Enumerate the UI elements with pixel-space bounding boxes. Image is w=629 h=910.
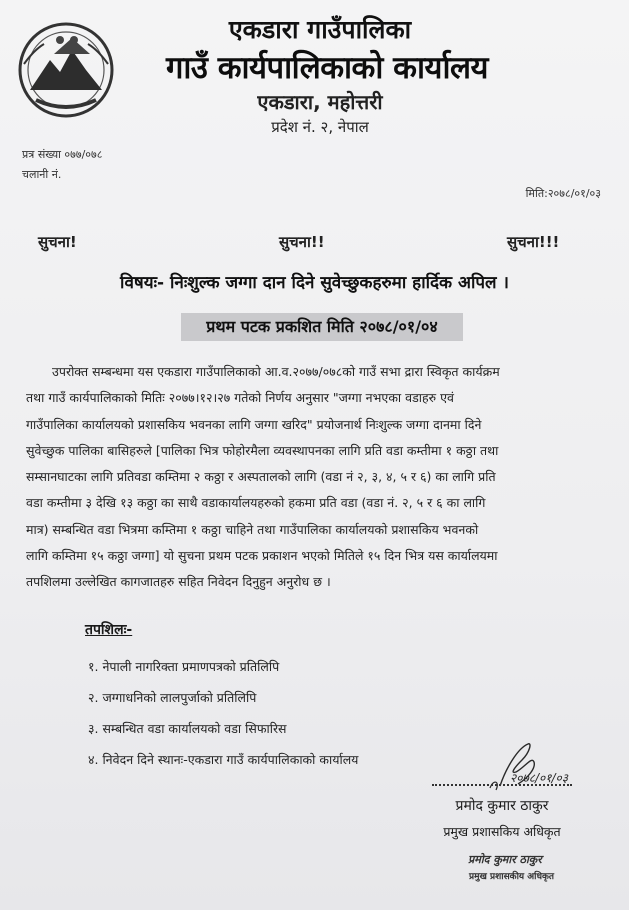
schedule-list bbox=[88, 657, 358, 781]
notice-body bbox=[26, 359, 614, 596]
subject-line: विषयः- निःशुल्क जग्गा दान दिने सुवेच्छुकहरुमा हार्दिक अपिल । bbox=[120, 273, 509, 293]
schedule-title: तपशिलः- bbox=[85, 622, 133, 638]
schedule-item: १. नेपाली नागरिक्ता प्रमाणपत्रको प्रतिलिपि bbox=[88, 659, 280, 674]
notice-word: सुचना!! bbox=[279, 233, 325, 251]
schedule-item: ३. सम्बन्धित वडा कार्यालयको वडा सिफारिस bbox=[88, 721, 287, 736]
body-line: सम्सानघाटका लागि प्रतिवडा कम्तिमा २ कठ्ठा र अस्पतालको लागि (वडा नं २, ३, ४, ५ र ६) का लागि प्रति bbox=[26, 469, 496, 485]
letter-number: प्रत्र संख्या ०७७/०७८ bbox=[22, 148, 103, 161]
dispatch-number: चलानी नं. bbox=[22, 168, 62, 181]
stamp-name: प्रमोद कुमार ठाकुर bbox=[468, 853, 542, 866]
municipality-name: एकडारा गाउँपालिका bbox=[228, 15, 412, 44]
office-address: एकडारा, महोत्तरी bbox=[257, 90, 383, 114]
notice-word: सुचना! bbox=[38, 233, 77, 251]
first-published-date: प्रथम पटक प्रकशित मिति २०७८/०१/०४ bbox=[181, 313, 463, 341]
province-line: प्रदेश नं. २, नेपाल bbox=[271, 118, 369, 136]
notice-word: सुचना!!! bbox=[507, 233, 560, 251]
body-line: लागि कम्तिमा १५ कठ्ठा जग्गा] यो सुचना प्रथम पटक प्रकाशन भएको मितिले १५ दिन भित्र यस कार्यालयमा bbox=[26, 548, 498, 564]
body-line: तथा गाउँ कार्यपालिकाको मितिः २०७७।१२।२७ गतेको निर्णय अनुसार "जग्गा नभएका वडाहरु एवं bbox=[26, 390, 454, 406]
signatory-name: प्रमोद कुमार ठाकुर bbox=[455, 798, 549, 814]
schedule-item: ४. निवेदन दिने स्थानः-एकडारा गाउँ कार्यपालिकाको कार्यालय bbox=[88, 752, 359, 767]
stamp-title: प्रमुख प्रशासकीय अधिकृत bbox=[469, 872, 555, 882]
body-line: तपशिलमा उल्लेखित कागजातहरु सहित निवेदन दिनुहुन अनुरोध छ । bbox=[26, 574, 331, 590]
signature-date: २०७८/०१/०३ bbox=[510, 771, 569, 785]
body-line: मात्र) सम्बन्धित वडा भित्रमा कम्तिमा १ कठ्ठा चाहिने तथा गाउँपालिका कार्यालयको प्रशासकिय भवनको bbox=[26, 521, 479, 537]
body-line: गाउँपालिका कार्यालयको प्रशासकिय भवनका लागि जग्गा खरिद" प्रयोजनार्थ निःशुल्क जग्गा दानमा दिने bbox=[26, 416, 482, 432]
body-line: उपरोक्त सम्बन्धमा यस एकडारा गाउँपालिकाको आ.व.२०७७/०७८को गाउँ सभा द्रारा स्विकृत कार्यक्रम bbox=[52, 364, 500, 379]
letter-date: मिति:२०७८/०१/०३ bbox=[525, 187, 601, 200]
body-line: सुवेच्छुक पालिका बासिहरुले [पालिका भित्र फोहोरमैला व्यवस्थापनका लागि प्रति वडा कम्तीमा १ कठ्ठा तथा bbox=[26, 442, 499, 458]
handwritten-signature-icon bbox=[470, 738, 580, 798]
schedule-item: २. जग्गाधनिको लालपुर्जाको प्रतिलिपि bbox=[88, 690, 257, 705]
body-line: वडा कम्तीमा ३ देखि १३ कठ्ठा का साथै वडाकार्यालयहरुको हकमा प्रति वडा (वडा नं. २, ५ र ६ का लागि bbox=[26, 495, 486, 511]
office-name: गाउँ कार्यपालिकाको कार्यालय bbox=[165, 50, 489, 86]
signatory-title: प्रमुख प्रशासकिय अधिकृत bbox=[443, 824, 561, 839]
nepal-government-emblem-icon bbox=[16, 20, 116, 120]
signature-line bbox=[432, 784, 572, 786]
